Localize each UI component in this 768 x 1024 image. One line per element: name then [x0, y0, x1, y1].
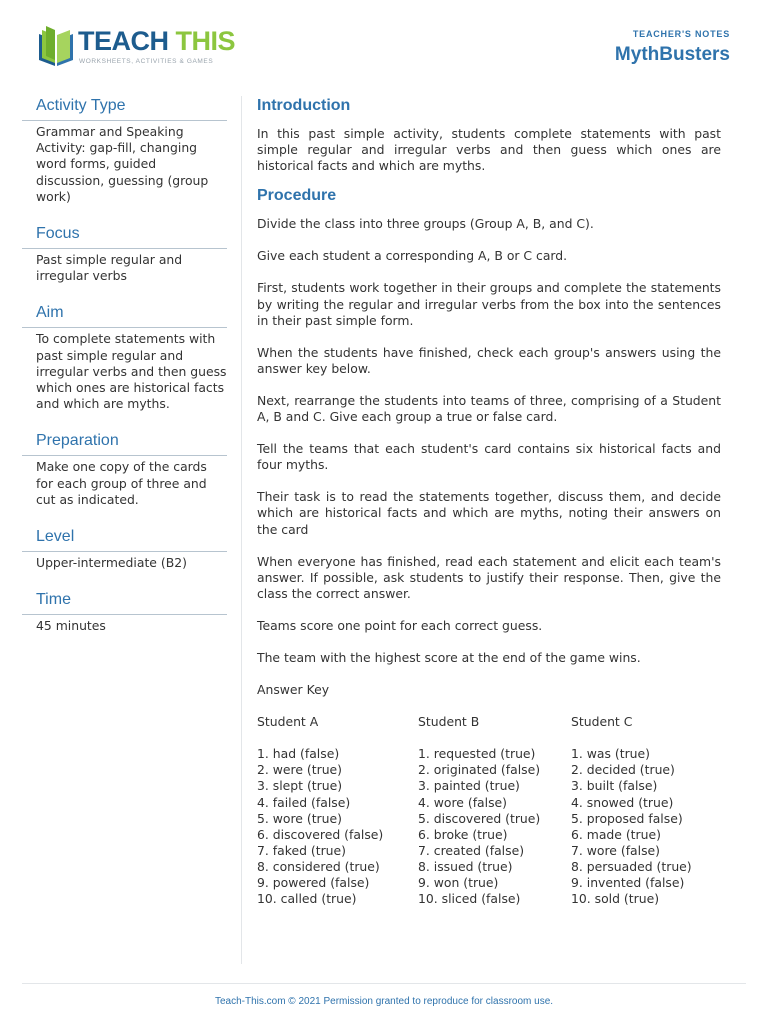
- procedure-step: Give each student a corresponding A, B or C card.: [257, 248, 568, 264]
- activity-type-heading: Activity Type: [22, 94, 227, 121]
- answer-item: 7. created (false): [418, 842, 525, 858]
- answer-item: 6. broke (true): [418, 826, 508, 842]
- answer-list: [257, 746, 418, 907]
- answer-item: 7. faked (true): [257, 842, 346, 858]
- answer-column-heading: Student C: [571, 714, 633, 730]
- answer-item: 6. made (true): [571, 826, 661, 842]
- answer-item: 2. decided (true): [571, 762, 675, 778]
- answer-item: 6. discovered (false): [257, 826, 384, 842]
- teachers-notes-label: TEACHER'S NOTES: [632, 29, 730, 39]
- procedure-step: The team with the highest score at the end of the game wins.: [257, 649, 641, 665]
- answer-list: [571, 746, 721, 907]
- page-header: [0, 0, 768, 80]
- logo-word-teach: TEACH: [78, 26, 169, 56]
- focus-heading: Focus: [22, 222, 227, 249]
- answer-item: 10. called (true): [257, 891, 357, 907]
- preparation-heading: Preparation: [22, 429, 227, 456]
- introduction-heading: Introduction: [257, 97, 351, 114]
- column-divider: [241, 96, 242, 964]
- procedure-step: Teams score one point for each correct guess.: [257, 617, 543, 633]
- answer-item: 2. originated (false): [418, 762, 541, 778]
- focus-text: Past simple regular and irregular verbs: [36, 252, 183, 284]
- answer-item: 3. slept (true): [257, 778, 343, 794]
- procedure-heading: Procedure: [257, 187, 337, 205]
- preparation-text: Make one copy of the cards for each group of three and cut as indicated.: [36, 459, 207, 507]
- answer-item: 9. powered (false): [257, 875, 370, 890]
- level-text: Upper-intermediate (B2): [36, 555, 187, 571]
- answer-item: 5. wore (true): [257, 810, 342, 826]
- logo-wordmark: [78, 26, 235, 57]
- answer-column-student-c: [571, 714, 721, 907]
- time-text: 45 minutes: [36, 618, 106, 634]
- answer-item: 9. won (true): [418, 875, 499, 890]
- aim-section: [22, 301, 227, 412]
- level-section: [22, 525, 227, 571]
- answer-item: 1. was (true): [571, 746, 650, 762]
- answer-item: 4. wore (false): [418, 794, 508, 810]
- answer-key-label: Answer Key: [257, 682, 330, 698]
- preparation-section: [22, 429, 227, 508]
- answer-column-student-a: [257, 714, 418, 907]
- answer-item: 7. wore (false): [571, 842, 661, 858]
- answer-item: 8. persuaded (true): [571, 858, 692, 874]
- answer-item: 2. were (true): [257, 762, 342, 778]
- procedure-step: When the students have finished, check each group's answers using the answer key below.: [257, 344, 721, 376]
- activity-type-section: [22, 94, 227, 205]
- footer-copyright: Teach-This.com © 2021 Permission granted to reproduce for classroom use.: [214, 996, 554, 1007]
- answer-item: 10. sliced (false): [418, 891, 521, 907]
- main-content: [257, 96, 721, 907]
- page-title: MythBusters: [614, 44, 730, 65]
- answer-list: [418, 746, 571, 907]
- teach-this-logo[interactable]: [36, 22, 236, 72]
- answer-item: 4. failed (false): [257, 794, 351, 810]
- open-book-icon: [36, 24, 76, 66]
- introduction-text: In this past simple activity, students complete statements with past simple regular and irregular verbs and then guess which ones are historical facts and which are myths.: [257, 126, 721, 174]
- answer-item: 3. built (false): [571, 778, 658, 794]
- answer-item: 1. had (false): [257, 746, 340, 762]
- procedure-step: When everyone has finished, read each statement and elicit each team's answer. If possible, ask students to justify their response. Then, give the class the correct answer.: [257, 553, 721, 601]
- time-section: [22, 588, 227, 634]
- answer-column-student-b: [418, 714, 571, 907]
- answer-item: 1. requested (true): [418, 746, 536, 762]
- footer-divider: [22, 983, 746, 984]
- answer-column-heading: Student B: [418, 714, 480, 730]
- answer-column-heading: Student A: [257, 714, 319, 730]
- procedure-step: Next, rearrange the students into teams of three, comprising of a Student A, B and C. Give each group a true or false card.: [257, 392, 721, 425]
- answer-key: [257, 714, 721, 907]
- answer-item: 5. discovered (true): [418, 810, 541, 826]
- sidebar: [22, 94, 227, 651]
- procedure-step: First, students work together in their groups and complete the statements by writing the regular and irregular verbs from the box into the sentences in their past simple form.: [257, 280, 721, 328]
- aim-text: To complete statements with past simple regular and irregular verbs and then guess which ones are historical facts and which are myths.: [36, 331, 227, 412]
- answer-item: 4. snowed (true): [571, 794, 674, 810]
- aim-heading: Aim: [22, 301, 227, 328]
- time-heading: Time: [22, 588, 227, 615]
- answer-item: 5. proposed false): [571, 810, 683, 826]
- answer-item: 3. painted (true): [418, 778, 520, 794]
- focus-section: [22, 222, 227, 284]
- logo-word-this: THIS: [175, 26, 236, 56]
- procedure-step: Tell the teams that each student's card contains six historical facts and four myths.: [257, 441, 721, 473]
- answer-item: 10. sold (true): [571, 891, 660, 907]
- level-heading: Level: [22, 525, 227, 552]
- procedure-step: Their task is to read the statements together, discuss them, and decide which are historical facts and which are myths, noting their answers on the card: [257, 489, 721, 537]
- answer-item: 8. considered (true): [257, 858, 380, 874]
- activity-type-text: Grammar and Speaking Activity: gap-fill, changing word forms, guided discussion, guessing (group work): [36, 124, 209, 204]
- procedure-step: Divide the class into three groups (Group A, B, and C).: [257, 216, 594, 232]
- logo-tagline: WORKSHEETS, ACTIVITIES & GAMES: [79, 58, 214, 65]
- answer-item: 9. invented (false): [571, 875, 685, 890]
- answer-item: 8. issued (true): [418, 858, 513, 874]
